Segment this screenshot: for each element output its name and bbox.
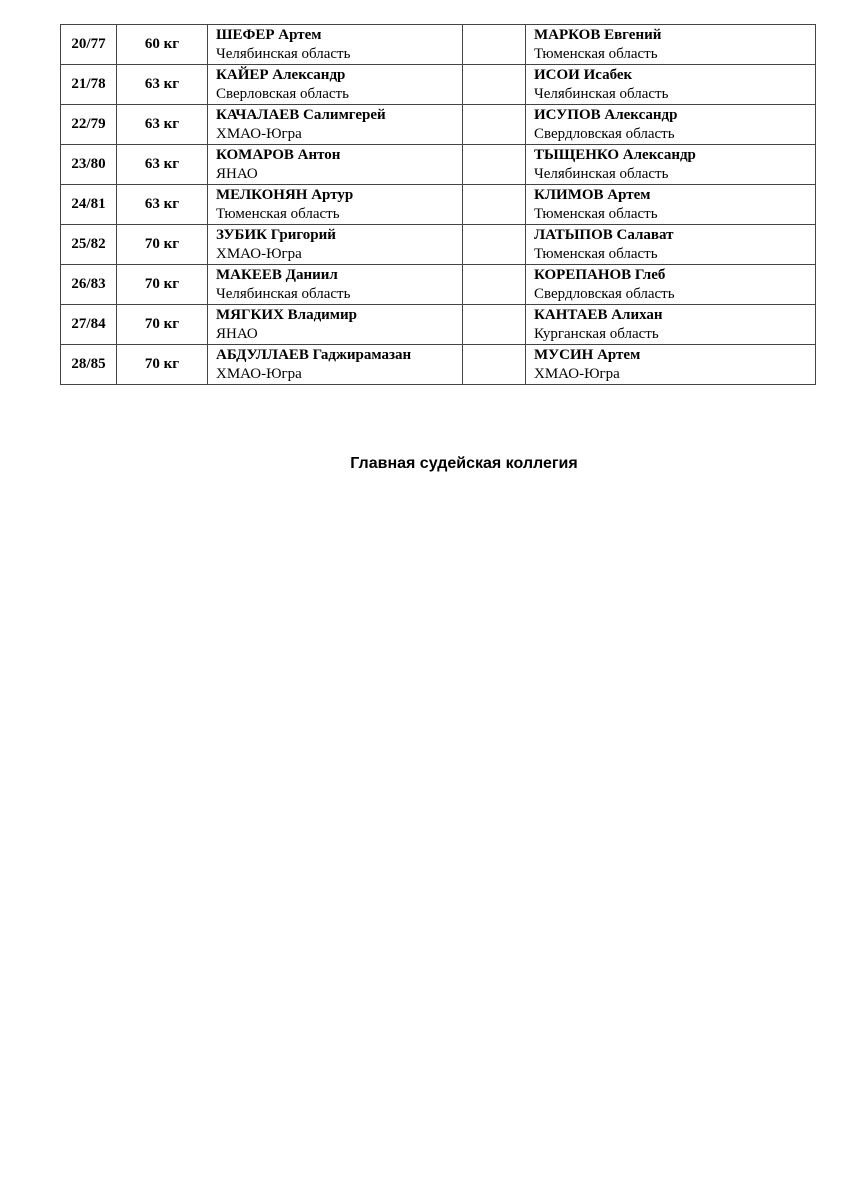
bout-number: 20/77 <box>61 25 117 65</box>
athlete-b <box>526 265 816 305</box>
table-row <box>61 145 816 185</box>
bout-number: 25/82 <box>61 225 117 265</box>
athlete-a-region: Челябинская область <box>216 285 351 302</box>
athlete-a-name: АБДУЛЛАЕВ Гаджирамазан <box>216 346 412 363</box>
weight-class: 63 кг <box>117 105 208 145</box>
bouts-table-body <box>61 25 816 385</box>
athlete-b-name: МУСИН Артем <box>534 346 641 363</box>
athlete-b-name: МАРКОВ Евгений <box>534 26 662 43</box>
table-row <box>61 305 816 345</box>
athlete-b-region: Челябинская область <box>534 165 669 182</box>
athlete-b <box>526 185 816 225</box>
athlete-b <box>526 25 816 65</box>
athlete-a-region: Сверловская область <box>216 85 349 102</box>
athlete-a-name: МЕЛКОНЯН Артур <box>216 186 354 203</box>
athlete-a <box>208 145 463 185</box>
athlete-b-name: КОРЕПАНОВ Глеб <box>534 266 666 283</box>
result-cell <box>463 185 526 225</box>
athlete-a <box>208 225 463 265</box>
weight-class: 60 кг <box>117 25 208 65</box>
bout-number: 21/78 <box>61 65 117 105</box>
bouts-table <box>60 24 816 385</box>
athlete-a-name: ЗУБИК Григорий <box>216 226 336 243</box>
athlete-b <box>526 145 816 185</box>
result-cell <box>463 225 526 265</box>
athlete-a <box>208 345 463 385</box>
result-cell <box>463 105 526 145</box>
athlete-a-name: КОМАРОВ Антон <box>216 146 341 163</box>
athlete-a-region: ХМАО-Югра <box>216 365 302 382</box>
bout-number: 22/79 <box>61 105 117 145</box>
result-cell <box>463 145 526 185</box>
athlete-a-name: МАКЕЕВ Даниил <box>216 266 338 283</box>
bout-number: 23/80 <box>61 145 117 185</box>
result-cell <box>463 345 526 385</box>
athlete-a-name: ШЕФЕР Артем <box>216 26 322 43</box>
footer-title: Главная судейская коллегия <box>350 455 578 472</box>
athlete-a-region: ЯНАО <box>216 325 258 342</box>
table-row <box>61 345 816 385</box>
athlete-a-region: Челябинская область <box>216 45 351 62</box>
athlete-b <box>526 65 816 105</box>
athlete-b-name: КЛИМОВ Артем <box>534 186 651 203</box>
weight-class: 70 кг <box>117 225 208 265</box>
athlete-a-region: ХМАО-Югра <box>216 125 302 142</box>
athlete-b <box>526 305 816 345</box>
weight-class: 63 кг <box>117 65 208 105</box>
athlete-a <box>208 265 463 305</box>
bout-number: 28/85 <box>61 345 117 385</box>
table-row <box>61 225 816 265</box>
athlete-b-name: КАНТАЕВ Алихан <box>534 306 663 323</box>
athlete-a <box>208 305 463 345</box>
result-cell <box>463 305 526 345</box>
bout-number: 24/81 <box>61 185 117 225</box>
athlete-a-region: Тюменская область <box>216 205 340 222</box>
athlete-a-region: ХМАО-Югра <box>216 245 302 262</box>
bout-number: 26/83 <box>61 265 117 305</box>
athlete-b-name: ИСОИ Исабек <box>534 66 633 83</box>
table-row <box>61 185 816 225</box>
athlete-a <box>208 185 463 225</box>
result-cell <box>463 65 526 105</box>
weight-class: 70 кг <box>117 345 208 385</box>
athlete-b-region: Курганская область <box>534 325 659 342</box>
athlete-a-region: ЯНАО <box>216 165 258 182</box>
athlete-b <box>526 225 816 265</box>
athlete-b-region: Челябинская область <box>534 85 669 102</box>
weight-class: 70 кг <box>117 305 208 345</box>
athlete-b-region: Тюменская область <box>534 205 658 222</box>
athlete-b-region: Тюменская область <box>534 245 658 262</box>
athlete-b-region: Свердловская область <box>534 285 675 302</box>
weight-class: 63 кг <box>117 185 208 225</box>
result-cell <box>463 265 526 305</box>
athlete-a-name: КАЙЕР Александр <box>216 66 346 83</box>
result-cell <box>463 25 526 65</box>
weight-class: 70 кг <box>117 265 208 305</box>
table-row <box>61 105 816 145</box>
athlete-b-region: Свердловская область <box>534 125 675 142</box>
bout-number: 27/84 <box>61 305 117 345</box>
athlete-a-name: КАЧАЛАЕВ Салимгерей <box>216 106 386 123</box>
athlete-b-name: ТЫЩЕНКО Александр <box>534 146 696 163</box>
athlete-b <box>526 105 816 145</box>
athlete-b-name: ИСУПОВ Александр <box>534 106 678 123</box>
athlete-b-region: Тюменская область <box>534 45 658 62</box>
table-row <box>61 265 816 305</box>
athlete-b-name: ЛАТЫПОВ Салават <box>534 226 674 243</box>
weight-class: 63 кг <box>117 145 208 185</box>
athlete-a <box>208 65 463 105</box>
athlete-b <box>526 345 816 385</box>
table-row <box>61 65 816 105</box>
athlete-a-name: МЯГКИХ Владимир <box>216 306 358 323</box>
table-row <box>61 25 816 65</box>
athlete-a <box>208 25 463 65</box>
athlete-a <box>208 105 463 145</box>
athlete-b-region: ХМАО-Югра <box>534 365 620 382</box>
